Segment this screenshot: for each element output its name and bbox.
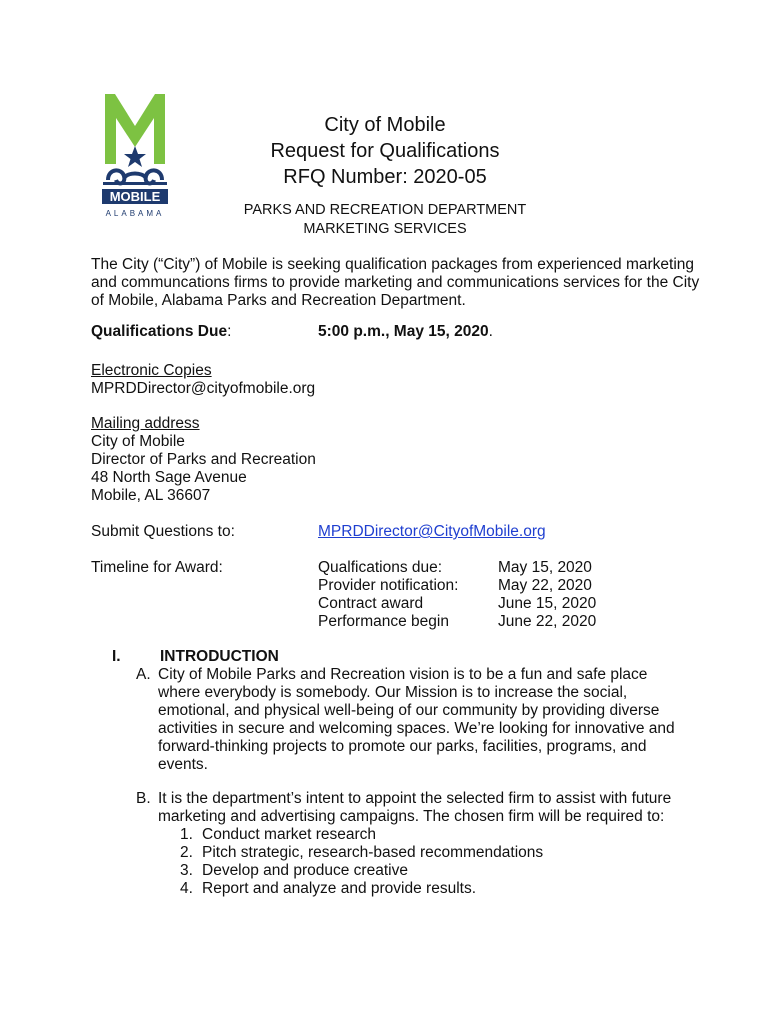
section-title-introduction: INTRODUCTION [160, 648, 279, 665]
item-letter-b: B. [136, 790, 151, 807]
timeline-label: Timeline for Award: [91, 559, 223, 576]
list-number: 1. [180, 826, 193, 843]
list-text: Conduct market research [202, 826, 377, 843]
electronic-copies-block [91, 362, 315, 398]
mailing-address-heading: Mailing address [91, 415, 200, 432]
department-name: PARKS AND RECREATION DEPARTMENT [243, 202, 527, 218]
intro-paragraph: The City (“City”) of Mobile is seeking qualification packages from experienced marketing and communcations firms to provide marketing and communications services for the City of Mobile, Alabama Parks and Recreation Department. [91, 256, 700, 309]
timeline-item: Provider notification: [318, 577, 459, 594]
logo-wordmark: MOBILE [109, 189, 161, 204]
submit-questions-email-link[interactable]: MPRDDirector@CityofMobile.org [318, 523, 546, 540]
list-item [180, 844, 543, 862]
department-service: MARKETING SERVICES [303, 221, 467, 237]
document-title [200, 112, 570, 190]
timeline-date: June 15, 2020 [498, 595, 597, 612]
qualifications-due-value [318, 323, 493, 341]
list-text: Report and analyze and provide results. [202, 880, 476, 897]
mailing-address-line: 48 North Sage Avenue [91, 469, 247, 486]
electronic-copies-heading: Electronic Copies [91, 362, 212, 379]
timeline-item: Performance begin [318, 613, 449, 630]
electronic-copies-email[interactable]: MPRDDirector@cityofmobile.org [91, 380, 316, 397]
mailing-address-line: Mobile, AL 36607 [91, 487, 211, 504]
qualifications-period: . [488, 323, 493, 340]
item-text-a: City of Mobile Parks and Recreation vision is to be a fun and safe place where everybody is somebody. Our Mission is to increase the social, emotional, and physical well-being of our community by providing diverse activities in secure and welcoming spaces. We’re looking for innovative and forward-thinking projects to promote our parks, facilities, programs, and events. [158, 666, 675, 773]
mailing-address-block [91, 415, 316, 505]
logo-subtitle: ALABAMA [105, 209, 165, 218]
city-of-mobile-logo [100, 92, 170, 220]
list-number: 4. [180, 880, 193, 897]
qualifications-colon: : [227, 323, 232, 340]
timeline-row [318, 577, 596, 595]
title-line-city: City of Mobile [324, 114, 446, 136]
item-letter-a: A. [136, 666, 151, 683]
list-text: Develop and produce creative [202, 862, 408, 879]
title-line-rfq: Request for Qualifications [270, 140, 500, 162]
list-number: 2. [180, 844, 193, 861]
mailing-address-line: Director of Parks and Recreation [91, 451, 316, 468]
timeline-date: June 22, 2020 [498, 613, 597, 630]
list-text: Pitch strategic, research-based recommendations [202, 844, 544, 861]
title-line-number: RFQ Number: 2020-05 [283, 166, 487, 188]
mailing-address-line: City of Mobile [91, 433, 185, 450]
qualifications-deadline: 5:00 p.m., May 15, 2020 [318, 323, 489, 340]
list-number: 3. [180, 862, 193, 879]
section-numeral: I. [112, 648, 121, 665]
qualifications-label-text: Qualifications Due [91, 323, 228, 340]
item-text-b: It is the department’s intent to appoint the selected firm to assist with future marketing and advertising campaigns. The chosen firm will be required to: [158, 790, 672, 825]
timeline-date: May 22, 2020 [498, 577, 592, 594]
mobile-logo-graphic [100, 92, 170, 220]
list-item [180, 826, 543, 844]
qualifications-due-label [91, 323, 231, 341]
list-item [180, 880, 543, 898]
timeline-row [318, 595, 596, 613]
department-heading [180, 201, 590, 239]
requirements-list [180, 826, 543, 898]
submit-questions-label: Submit Questions to: [91, 523, 235, 540]
timeline-row [318, 613, 596, 631]
timeline-table [318, 559, 596, 631]
timeline-date: May 15, 2020 [498, 559, 592, 576]
timeline-item: Contract award [318, 595, 424, 612]
list-item [180, 862, 543, 880]
timeline-row [318, 559, 596, 577]
timeline-item: Qualfications due: [318, 559, 443, 576]
